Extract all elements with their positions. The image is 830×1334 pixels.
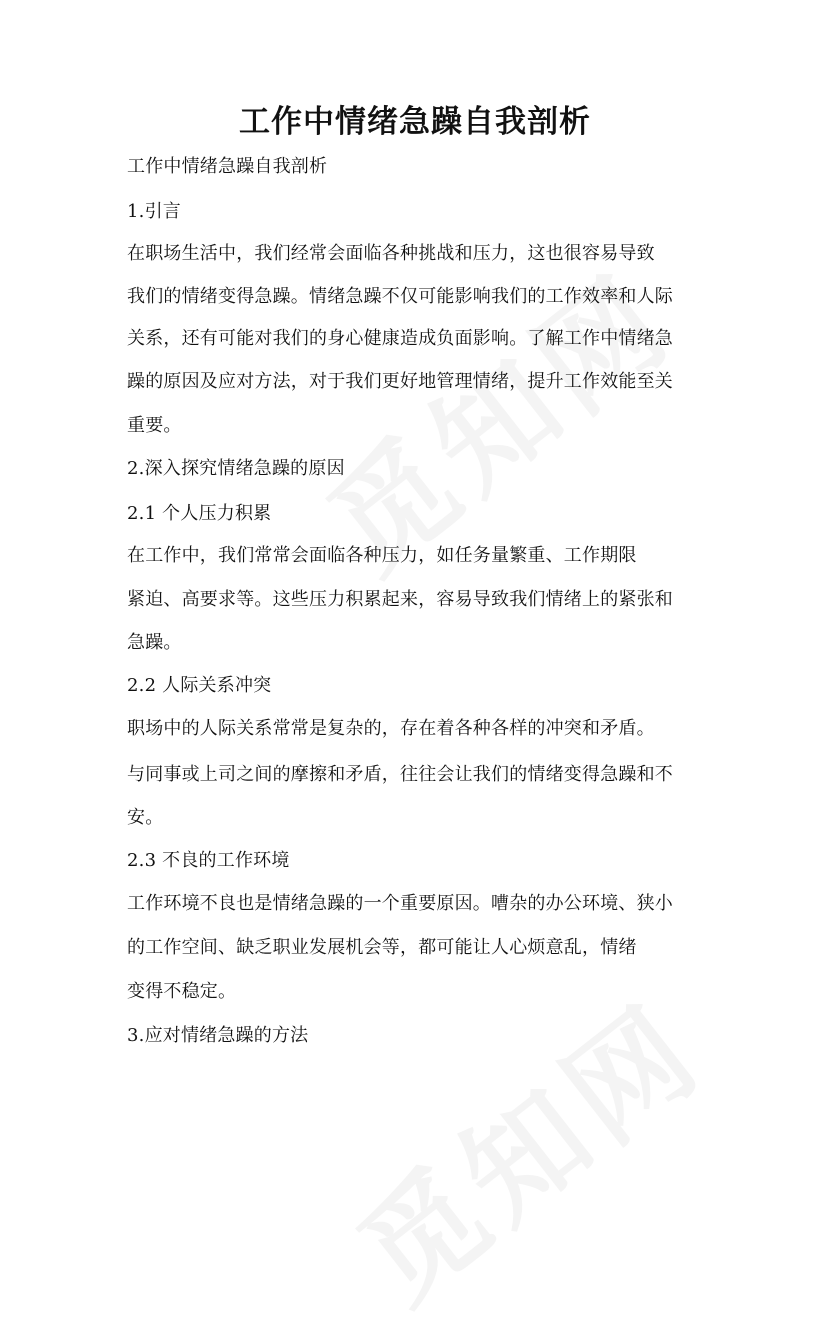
watermark bbox=[318, 958, 731, 1334]
section-heading: 3.应对情绪急躁的方法 bbox=[127, 1025, 309, 1046]
paragraph-line: 我们的情绪变得急躁。情绪急躁不仅可能影响我们的工作效率和人际 bbox=[127, 286, 673, 307]
paragraph-line: 职场中的人际关系常常是复杂的，存在着各种各样的冲突和矛盾。 bbox=[127, 718, 655, 739]
paragraph-line: 在职场生活中，我们经常会面临各种挑战和压力，这也很容易导致 bbox=[127, 243, 655, 264]
paragraph-line: 躁的原因及应对方法，对于我们更好地管理情绪，提升工作效能至关 bbox=[127, 371, 673, 392]
section-heading: 1.引言 bbox=[127, 201, 181, 222]
section-heading: 2.深入探究情绪急躁的原因 bbox=[127, 458, 345, 479]
paragraph-line: 重要。 bbox=[127, 415, 182, 436]
paragraph-line: 的工作空间、缺乏职业发展机会等，都可能让人心烦意乱，情绪 bbox=[127, 937, 637, 958]
paragraph-line: 安。 bbox=[127, 807, 164, 828]
subsection-heading: 2.1 个人压力积累 bbox=[127, 503, 272, 524]
subsection-heading: 2.3 不良的工作环境 bbox=[127, 850, 290, 871]
paragraph-line: 与同事或上司之间的摩擦和矛盾，往往会让我们的情绪变得急躁和不 bbox=[127, 764, 673, 785]
paragraph-line: 急躁。 bbox=[127, 632, 182, 653]
paragraph-line: 变得不稳定。 bbox=[127, 981, 237, 1002]
paragraph-line: 关系，还有可能对我们的身心健康造成负面影响。了解工作中情绪急 bbox=[127, 328, 673, 349]
paragraph-line: 在工作中，我们常常会面临各种压力，如任务量繁重、工作期限 bbox=[127, 545, 637, 566]
document-title: 工作中情绪急躁自我剖析 bbox=[239, 104, 591, 140]
subtitle-line: 工作中情绪急躁自我剖析 bbox=[127, 156, 328, 177]
paragraph-line: 紧迫、高要求等。这些压力积累起来，容易导致我们情绪上的紧张和 bbox=[127, 589, 673, 610]
paragraph-line: 工作环境不良也是情绪急躁的一个重要原因。嘈杂的办公环境、狭小 bbox=[127, 893, 673, 914]
subsection-heading: 2.2 人际关系冲突 bbox=[127, 675, 272, 696]
